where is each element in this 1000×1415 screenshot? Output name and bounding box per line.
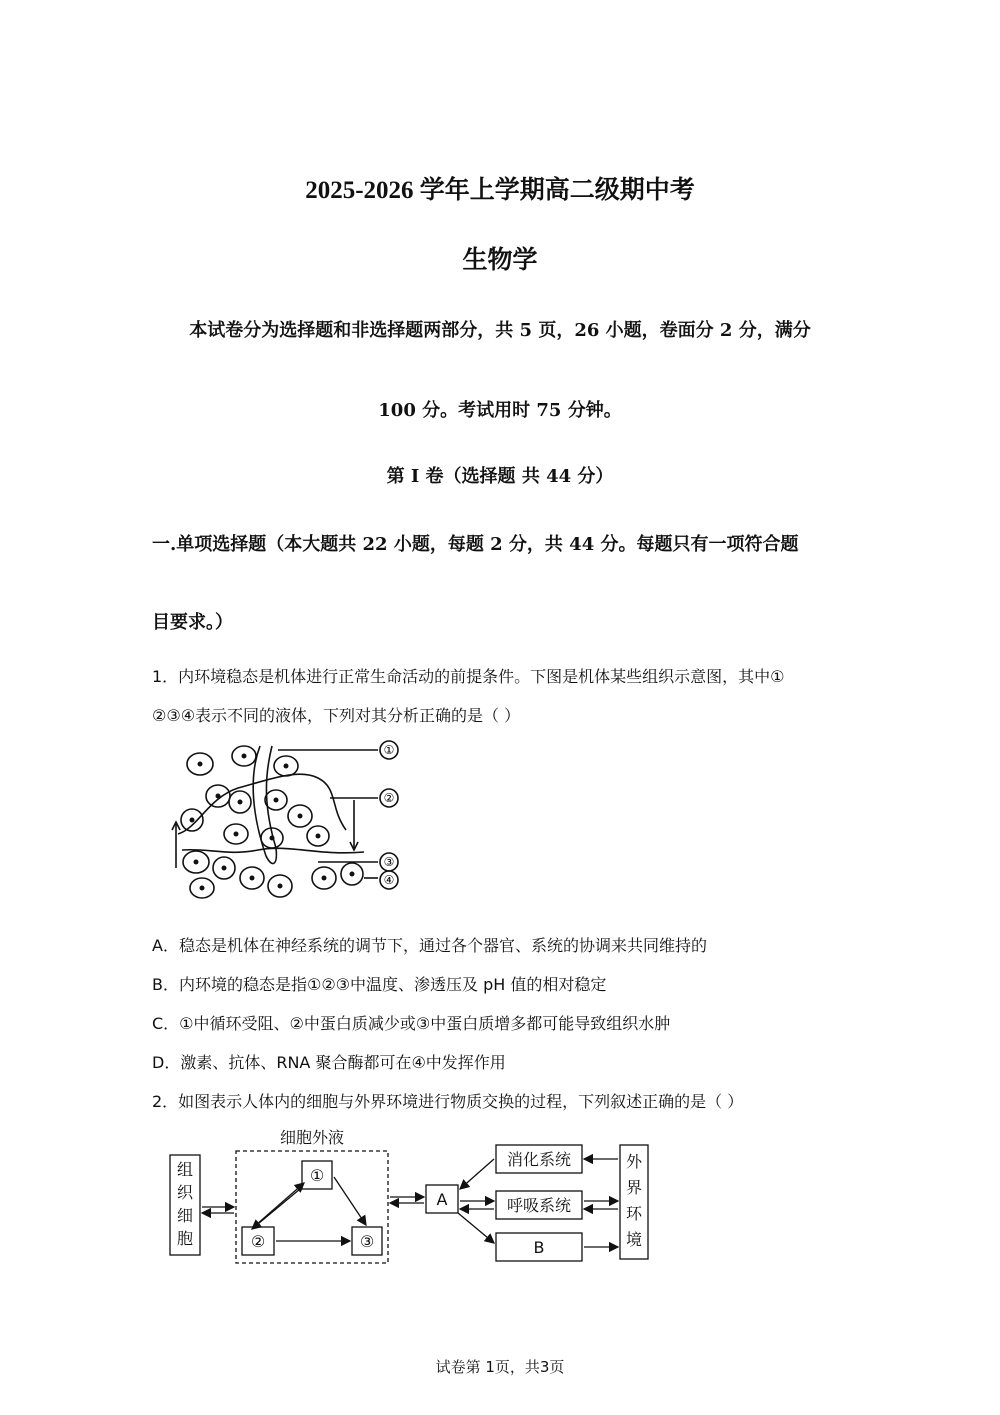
figure-label-3: ③ (383, 855, 395, 869)
node-b-label: B (533, 1238, 545, 1257)
digestive-system-label: 消化系统 (506, 1150, 572, 1169)
exam-title: 2025-2026 学年上学期高二级期中考 (305, 177, 695, 204)
section-heading-line-2: 目要求。） (152, 612, 233, 633)
section-heading-line-1: 一.单项选择题（本大题共 22 小题，每题 2 分，共 44 分。每题只有一项符合题 (152, 534, 799, 555)
environment-char-1: 外 (625, 1152, 643, 1171)
part-title: 第 Ⅰ 卷（选择题 共 44 分） (386, 466, 614, 487)
environment-char-2: 界 (625, 1178, 643, 1197)
exam-subject: 生物学 (462, 245, 538, 274)
intro-line-1: 本试卷分为选择题和非选择题两部分，共 5 页，26 小题，卷面分 2 分，满分 (189, 320, 811, 341)
question-1-option-c: C．①中循环受阻、②中蛋白质减少或③中蛋白质增多都可能导致组织水肿 (152, 1014, 671, 1033)
tissue-cell-char-3: 细 (176, 1206, 194, 1225)
environment-char-3: 环 (625, 1204, 643, 1223)
extracellular-fluid-label: 细胞外液 (279, 1128, 345, 1147)
node-3-label: ③ (359, 1232, 375, 1251)
figure-label-4: ④ (383, 873, 395, 887)
question-2-stem: 2．如图表示人体内的细胞与外界环境进行物质交换的过程，下列叙述正确的是（ ） (152, 1092, 744, 1111)
environment-char-4: 境 (625, 1230, 643, 1249)
tissue-diagram (168, 738, 408, 903)
question-1-option-a: A．稳态是机体在神经系统的调节下，通过各个器官、系统的协调来共同维持的 (152, 936, 707, 955)
node-2-label: ② (250, 1232, 266, 1251)
figure-label-2: ② (383, 791, 395, 805)
page-footer: 试卷第 1页，共3页 (435, 1358, 565, 1376)
question-1-option-b: B．内环境的稳态是指①②③中温度、渗透压及 pH 值的相对稳定 (152, 975, 607, 994)
question-1-option-d: D．激素、抗体、RNA 聚合酶都可在④中发挥作用 (152, 1053, 506, 1072)
node-1-label: ① (309, 1166, 325, 1185)
respiratory-system-label: 呼吸系统 (506, 1196, 572, 1215)
question-1-stem-line-2: ②③④表示不同的液体，下列对其分析正确的是（ ） (152, 706, 521, 725)
node-a-label: A (436, 1190, 448, 1209)
tissue-cell-char-1: 组 (176, 1160, 194, 1179)
tissue-cell-char-2: 织 (176, 1183, 194, 1202)
intro-line-2: 100 分。考试用时 75 分钟。 (378, 400, 622, 421)
tissue-cell-char-4: 胞 (176, 1229, 194, 1248)
exchange-diagram (160, 1125, 660, 1270)
question-1-stem-line-1: 1．内环境稳态是机体进行正常生命活动的前提条件。下图是机体某些组织示意图，其中① (152, 667, 785, 686)
figure-label-1: ① (383, 743, 395, 757)
